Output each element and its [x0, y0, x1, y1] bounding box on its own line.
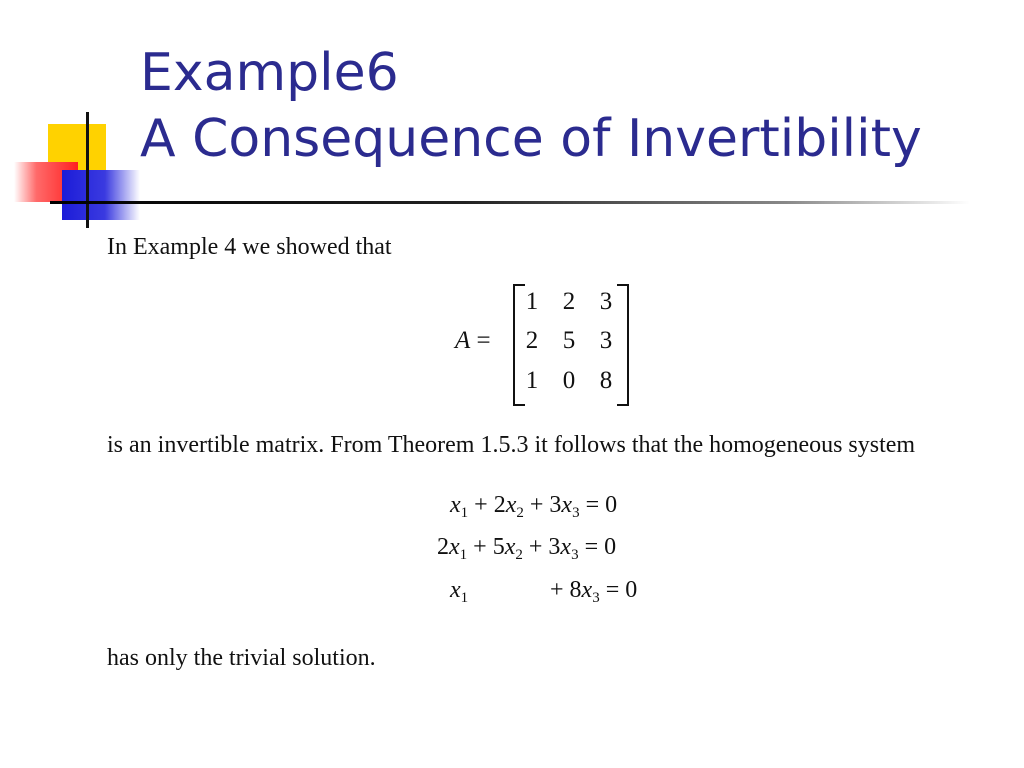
- logo-vertical-line: [86, 112, 89, 228]
- homogeneous-system: [420, 492, 680, 622]
- equation-row-1: $x_1 + 2x_2 + 3x_3 = 0$: [450, 492, 618, 521]
- matrix-cell: 1: [525, 288, 539, 315]
- matrix-label: A =: [455, 327, 491, 354]
- equation-row-3-left: $x_1$: [450, 577, 469, 606]
- slide-title: [140, 40, 922, 172]
- logo-blue-square: [62, 170, 140, 220]
- title-line-1: Example6: [140, 43, 399, 103]
- title-divider: [50, 201, 970, 204]
- matrix-cell: 8: [599, 367, 613, 394]
- equation-row-3-right: + $8x_3 = 0$: [550, 577, 638, 606]
- theorem-statement: is an invertible matrix. From Theorem 1.5.3 it follows that the homogeneous system: [107, 432, 916, 458]
- intro-text: In Example 4 we showed that: [107, 234, 392, 260]
- conclusion-text: has only the trivial solution.: [107, 645, 376, 671]
- equation-row-2: $2x_1 + 5x_2 + 3x_3 = 0$: [437, 534, 617, 563]
- matrix-cell: 2: [525, 327, 539, 354]
- matrix-cell: 2: [562, 288, 576, 315]
- matrix-cell: 5: [562, 327, 576, 354]
- matrix-cell: 1: [525, 367, 539, 394]
- matrix-cell: 3: [599, 288, 613, 315]
- title-line-2: A Consequence of Invertibility: [140, 109, 922, 169]
- matrix-cell: 0: [562, 367, 576, 394]
- matrix-cell: 3: [599, 327, 613, 354]
